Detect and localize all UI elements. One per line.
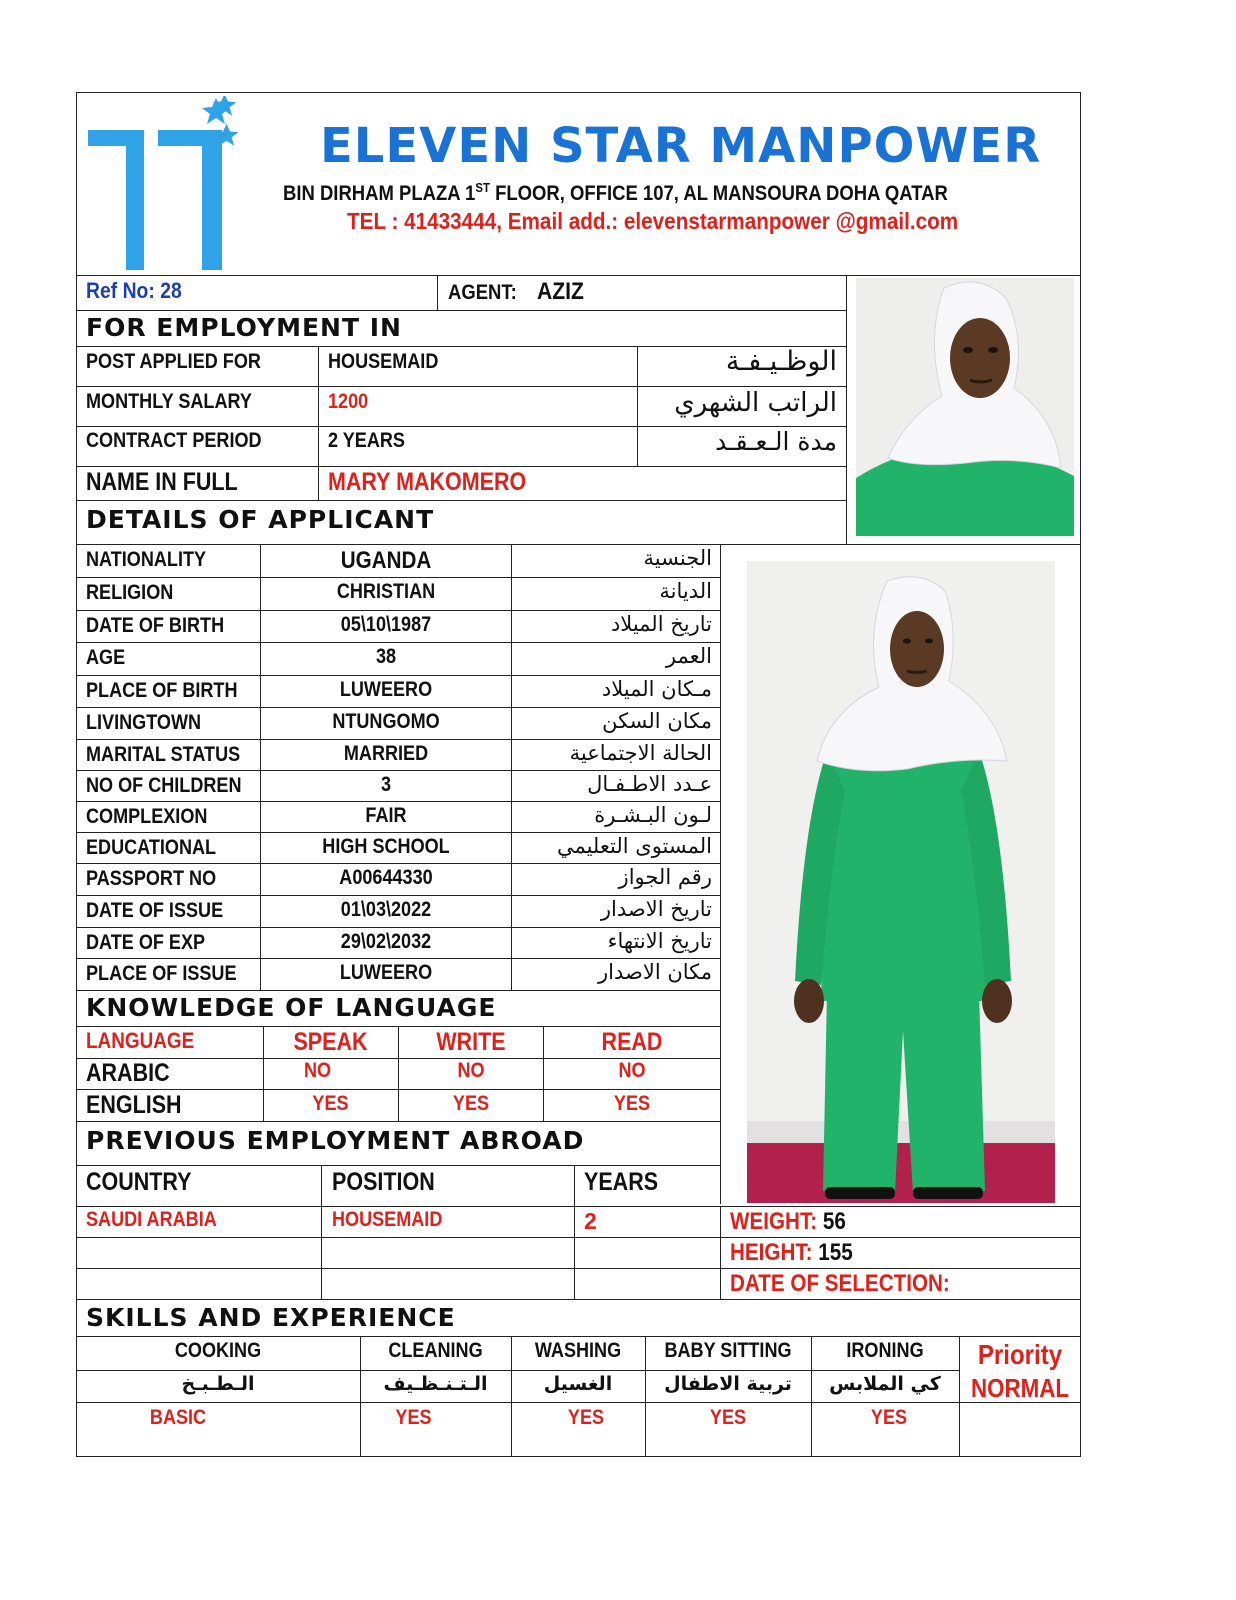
section-title-details: DETAILS OF APPLICANT [86,505,435,534]
detail-value: UGANDA [340,547,432,574]
company-address [283,180,948,206]
company-contact[interactable]: TEL : 41433444, Email add.: elevenstarmanpower @gmail.com [347,208,959,234]
height [730,1239,853,1267]
divider [846,275,847,545]
section-title-previous: PREVIOUS EMPLOYMENT ABROAD [86,1126,585,1155]
previous-country: SAUDI ARABIA [86,1208,217,1231]
company-name: ELEVEN STAR MANPOWER [320,118,1042,174]
divider [76,577,720,578]
detail-label: PLACE OF ISSUE [86,962,237,985]
previous-position: HOUSEMAID [332,1208,443,1231]
section-title-skills: SKILLS AND EXPERIENCE [86,1303,456,1332]
detail-value: 3 [380,773,392,796]
language-header-write: WRITE [436,1028,506,1056]
full-body-image [747,561,1055,1203]
divider [720,1206,721,1299]
skill-arabic: الغسيل [543,1373,613,1395]
post-label: POST APPLIED FOR [86,350,261,373]
priority-value: NORMAL [970,1373,1070,1403]
divider [76,1165,720,1166]
address-part: BIN DIRHAM PLAZA 1 [283,182,476,205]
detail-label: DATE OF BIRTH [86,614,225,637]
previous-header-position: POSITION [332,1168,435,1196]
language-header-read: READ [601,1028,663,1056]
detail-arabic: الحالة الاجتماعية [569,741,712,765]
salary-value: 1200 [328,390,369,413]
language-header-language: LANGUAGE [86,1028,195,1053]
detail-arabic: مكان السكن [602,709,712,733]
detail-arabic: الجنسية [643,546,712,570]
contract-value: 2 YEARS [328,429,405,452]
height-label: HEIGHT: [730,1239,813,1266]
priority-label: Priority [977,1339,1063,1370]
skill-value: YES [567,1406,605,1429]
detail-value: NTUNGOMO [332,710,440,733]
skill-arabic: الـتـنـظـيف [383,1373,488,1395]
divider [76,927,720,928]
address-superscript: ST [475,180,490,195]
divider [637,346,638,466]
detail-label: EDUCATIONAL [86,836,217,859]
detail-label: NATIONALITY [86,548,207,571]
divider [76,895,720,896]
divider [574,1165,575,1299]
divider [76,386,846,387]
divider [76,310,846,311]
detail-arabic: عـدد الاطـفـال [587,772,712,796]
divider [76,832,720,833]
detail-value: 05\10\1987 [340,613,432,636]
detail-value: 38 [375,645,397,668]
detail-value: CHRISTIAN [336,580,436,603]
salary-arabic: الراتب الشهري [674,388,837,418]
weight-value: 56 [822,1208,846,1235]
skill-value: YES [709,1406,747,1429]
divider [76,770,720,771]
skill-arabic: تربية الاطفال [664,1373,792,1395]
divider [76,544,1081,545]
previous-header-years: YEARS [584,1168,659,1196]
skill-name: CLEANING [388,1339,483,1362]
divider [511,1336,512,1456]
divider [76,1370,960,1371]
skill-arabic: كي الملابس [829,1373,941,1395]
detail-arabic: تاريخ الانتهاء [607,929,712,953]
detail-value: LUWEERO [339,961,433,984]
ref-number: Ref No: 28 [86,278,182,303]
detail-value: HIGH SCHOOL [322,835,450,858]
divider [76,1237,1081,1238]
detail-value: FAIR [365,804,407,827]
divider [76,958,720,959]
language-arabic: ARABIC [86,1059,170,1087]
logo-eleven-stars [86,96,266,272]
detail-label: PASSPORT NO [86,867,217,890]
english-read: YES [613,1092,651,1115]
skill-name: IRONING [846,1339,924,1362]
detail-label: COMPLEXION [86,805,208,828]
divider [543,1026,544,1121]
divider [76,1206,1081,1207]
divider [260,544,261,990]
skill-value: YES [870,1406,908,1429]
divider [645,1336,646,1456]
detail-arabic: تاريخ الميلاد [610,612,712,636]
english-write: YES [452,1092,490,1115]
divider [811,1336,812,1456]
detail-label: AGE [86,646,126,669]
divider [76,863,720,864]
agent-value: AZIZ [537,278,584,305]
detail-arabic: مـكان الميلاد [601,677,712,701]
divider [720,544,721,1204]
divider [76,1336,1081,1337]
detail-value: A00644330 [339,866,433,889]
applicant-photo-full [747,561,1055,1203]
post-arabic: الوظـيـفـة [725,346,837,377]
arabic-speak: NO [303,1059,332,1082]
height-value: 155 [818,1239,853,1266]
detail-label: DATE OF ISSUE [86,899,224,922]
detail-label: PLACE OF BIRTH [86,679,238,702]
detail-value: 01\03\2022 [340,898,432,921]
detail-arabic: المستوى التعليمي [556,834,712,858]
divider [76,990,720,991]
agent-label: AGENT: [448,281,517,304]
portrait-image [856,278,1074,536]
weight [730,1208,846,1236]
contract-arabic: مدة الـعـقـد [715,427,837,456]
divider [76,275,1081,276]
detail-arabic: رقم الجواز [618,865,712,889]
address-part: FLOOR, OFFICE 107, AL MANSOURA DOHA QATAR [489,182,948,205]
divider [76,1121,720,1122]
divider [511,544,512,990]
divider [76,466,846,467]
skill-value: YES [395,1406,432,1429]
skill-name: BABY SITTING [664,1339,792,1362]
divider [398,1026,399,1121]
company-logo [86,96,266,272]
detail-label: DATE OF EXP [86,931,206,954]
divider [76,1402,1081,1403]
detail-label: RELIGION [86,581,174,604]
divider [76,610,720,611]
detail-label: NO OF CHILDREN [86,774,242,797]
arabic-write: NO [457,1059,485,1082]
section-title-language: KNOWLEDGE OF LANGUAGE [86,993,497,1022]
previous-years: 2 [584,1208,597,1234]
divider [76,642,720,643]
divider [76,1299,1081,1300]
detail-value: MARRIED [343,742,429,765]
salary-label: MONTHLY SALARY [86,390,252,413]
post-value: HOUSEMAID [328,350,439,373]
date-of-selection-label: DATE OF SELECTION: [730,1270,950,1297]
detail-value: 29\02\2032 [340,930,432,953]
detail-value: LUWEERO [339,678,433,701]
divider [76,1268,1081,1269]
contract-label: CONTRACT PERIOD [86,429,262,452]
skill-name: COOKING [174,1339,262,1362]
section-title-employment: FOR EMPLOYMENT IN [86,313,402,342]
language-header-speak: SPEAK [293,1028,368,1056]
divider [321,1165,322,1299]
weight-label: WEIGHT: [730,1208,818,1235]
skill-arabic: الـطـبـخ [181,1373,255,1395]
divider [360,1336,361,1456]
arabic-read: NO [618,1059,646,1082]
divider [76,739,720,740]
english-speak: YES [312,1092,349,1115]
name-label: NAME IN FULL [86,468,238,496]
skill-value: BASIC [149,1406,207,1429]
detail-arabic: لـون البـشـرة [594,803,712,827]
divider [76,500,846,501]
previous-header-country: COUNTRY [86,1168,192,1196]
language-english: ENGLISH [86,1091,182,1119]
divider [959,1336,960,1456]
detail-label: LIVINGTOWN [86,711,202,734]
divider [437,275,438,310]
detail-arabic: تاريخ الاصدار [600,897,712,921]
divider [76,801,720,802]
divider [318,346,319,500]
divider [76,707,720,708]
detail-arabic: الديانة [659,579,712,603]
applicant-photo-portrait [856,278,1074,536]
detail-label: MARITAL STATUS [86,743,241,766]
detail-arabic: مكان الاصدار [598,960,712,984]
name-value: MARY MAKOMERO [328,468,527,496]
detail-arabic: العمر [665,644,712,668]
divider [263,1026,264,1121]
skill-name: WASHING [534,1339,622,1362]
divider [76,675,720,676]
